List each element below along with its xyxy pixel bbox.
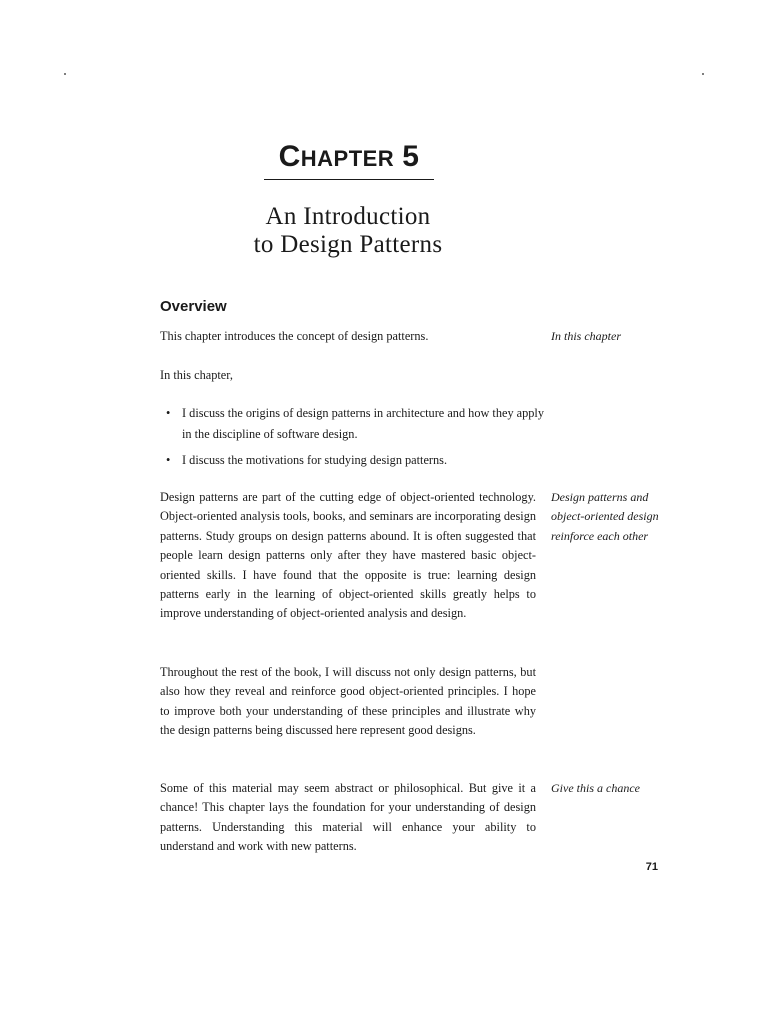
bullet-text: I discuss the motivations for studying design patterns.: [182, 453, 448, 467]
chapter-label-initial: C: [278, 140, 301, 173]
chapter-label-rest: HAPTER: [300, 146, 395, 171]
chapter-title: [0, 203, 696, 259]
crop-mark-right: [702, 73, 704, 75]
chapter-rule: [264, 179, 434, 180]
body-paragraph: Some of this material may seem abstract or philosophical. But give it a chance! This chapter lays the foundation for your understanding of design patterns. Understanding this material will enhance your ability to understand and work with new patterns.: [160, 781, 536, 854]
bullet-item: [166, 403, 554, 444]
bullet-item: [166, 450, 554, 471]
body-paragraph: Throughout the rest of the book, I will discuss not only design patterns, but also how they reveal and reinforce good object-oriented principles. I hope to improve both your understanding of these principles and illustrate why the design patterns being discussed here represent good designs.: [160, 665, 536, 738]
lead-in-paragraph: In this chapter,: [160, 368, 233, 382]
margin-note: Design patterns and object-oriented design reinforce each other: [551, 490, 659, 543]
chapter-label: [0, 140, 698, 174]
chapter-title-line-1: An Introduction: [265, 203, 431, 230]
page-number: 71: [645, 861, 658, 873]
margin-note: In this chapter: [551, 329, 621, 343]
margin-note: Give this a chance: [551, 781, 640, 795]
crop-mark-left: [64, 73, 66, 75]
bullet-dot: •: [166, 406, 171, 420]
section-heading-overview: Overview: [160, 298, 227, 315]
bullet-text: I discuss the origins of design patterns in architecture and how they apply in the discipline of software design.: [182, 406, 544, 441]
chapter-title-line-2: to Design Patterns: [253, 231, 443, 258]
bullet-dot: •: [166, 453, 171, 467]
intro-paragraph: This chapter introduces the concept of design patterns.: [160, 329, 429, 343]
chapter-number: 5: [402, 140, 420, 173]
body-paragraph: Design patterns are part of the cutting edge of object-oriented technology. Object-oriented analysis tools, books, and seminars are incorporating design patterns. Study groups on design patterns abound. It is often suggested that people learn design patterns only after they have mastered basic object-oriented skills. I have found that the opposite is true: learning design patterns early in the learning of object-oriented skills greatly helps to improve understanding of object-oriented analysis and design.: [160, 490, 536, 621]
